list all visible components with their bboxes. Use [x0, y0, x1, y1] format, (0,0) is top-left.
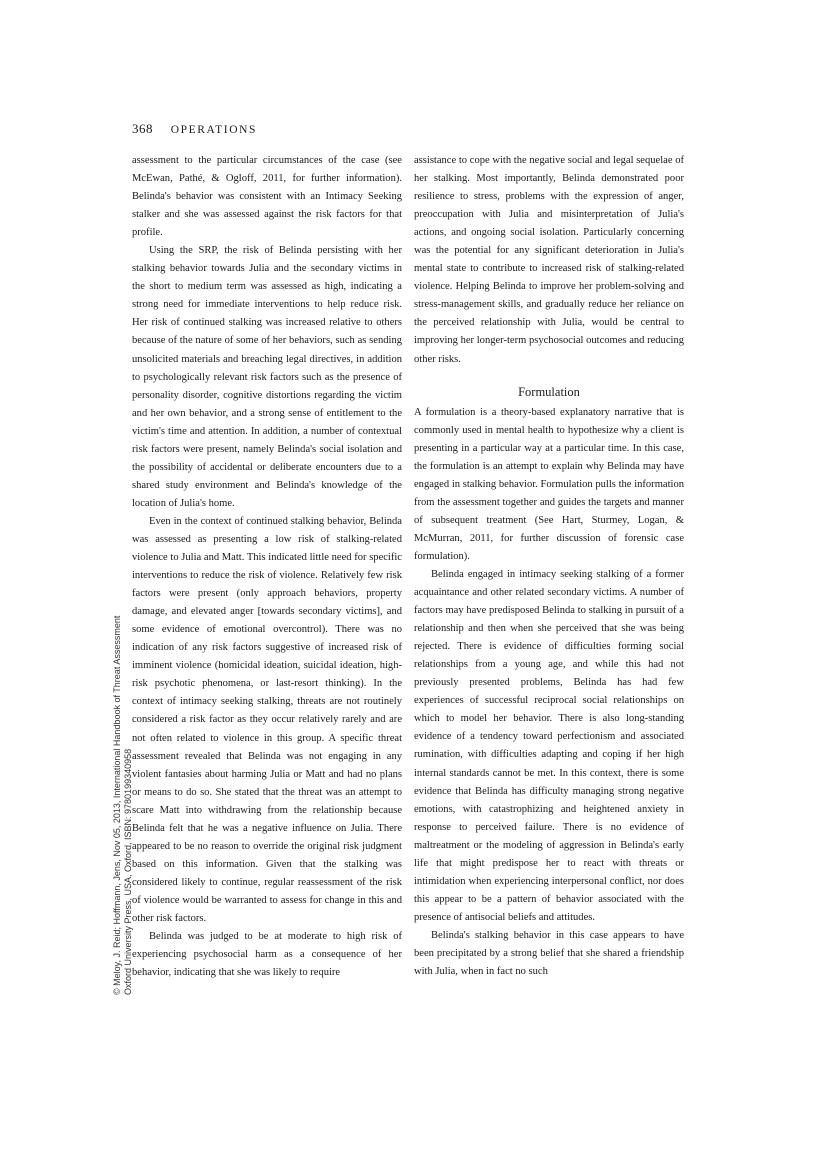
paragraph: assessment to the particular circumstances of the case (see McEwan, Pathé, & Ogloff, 2011, for further information). Belinda's behavior was consistent with an Intimacy Seeking stalker and she was assessed against the risk factors for that profile.: [132, 155, 402, 239]
paragraph: Even in the context of continued stalking behavior, Belinda was assessed as presenting a low risk of stalking-related violence to Julia and Matt. This indicated little need for specific interventions to reduce the risk of violence. Relatively few risk factors were present (only approach behaviors, property damage, and elevated anger [towards secondary victims], and some evidence of emotional overcontrol). There was no indication of any risk factors suggestive of increased risk of imminent violence (homicidal ideation, suicidal ideation, high-risk psychotic phenomena, or last-resort thinking). In the context of intimacy seeking stalking, threats are not routinely considered a risk factor as they occur relatively rarely and are not often related to violence in this group. A specific threat assessment revealed that Belinda was not engaging in any violent fantasies about harming Julia or Matt and had no plans or means to do so. She stated that the threat was an attempt to scare Matt into withdrawing from the relationship because Belinda felt that he was a negative influence on Julia. There appeared to be no reason to override the original risk judgment based on this information. Given that the stalking was considered likely to continue, regular reassessment of the risk of violence would be warranted to assess for change in this and other risk factors.: [132, 515, 402, 924]
paragraph: Belinda was judged to be at moderate to high risk of experiencing psychosocial harm as a consequence of her behavior, indicating that she was likely to require: [132, 931, 402, 979]
paragraph: A formulation is a theory-based explanatory narrative that is commonly used in mental health to hypothesize why a client is presenting in a particular way at a particular time. In this case, the formulation is an attempt to explain why Belinda may have engaged in stalking behavior. Formulation pulls the information from the assessment together and guides the targets and manner of subsequent treatment (See Hart, Sturmey, Logan, & McMurran, 2011, for further discussion of forensic case formulation).: [414, 406, 684, 562]
paragraph: Belinda's stalking behavior in this case appears to have been precipitated by a strong belief that she shared a friendship with Julia, when in fact no such: [414, 929, 684, 978]
running-title: OPERATIONS: [170, 124, 258, 136]
paragraph: assistance to cope with the negative social and legal sequelae of her stalking. Most importantly, Belinda demonstrated poor resilience to stress, problems with the expression of anger, preoccupation with Julia and misinterpretation of Julia's actions, and ongoing social isolation. Particularly concerning was the potential for any significant deterioration in Julia's mental state to contribute to increased risk of stalking-related violence. Helping Belinda to improve her problem-solving and stress-management skills, and gradually reduce her reliance on the perceived relationship with Julia, would be central to improving her longer-term psychosocial outcomes and reducing other risks.: [414, 155, 684, 365]
page-number: 368: [132, 121, 153, 136]
section-heading: Formulation: [518, 384, 580, 399]
left-column: [132, 152, 402, 982]
paragraph: Using the SRP, the risk of Belinda persisting with her stalking behavior towards Julia and the secondary victims in the short to medium term was assessed as high, indicating a strong need for immediate interventions to help reduce risk. Her risk of continued stalking was increased relative to others because of the nature of some of her behaviors, such as sending unsolicited materials and breaching legal directives, in addition to psychologically relevant risk factors such as the presence of personality disorder, cognitive distortions regarding the victim and her own behavior, and a strong sense of entitlement to the victim's time and attention. In addition, a number of contextual risk factors were present, namely Belinda's social isolation and the possibility of accidental or deliberate encounters due to a shared study environment and Belinda's knowledge of the location of Julia's home.: [132, 245, 402, 509]
page-header: [132, 121, 257, 137]
copyright-line: Oxford University Press, USA, Oxford, ISBN: 9780199340958: [123, 748, 133, 995]
right-column: [414, 152, 684, 981]
paragraph: Belinda engaged in intimacy seeking stalking of a former acquaintance and other related secondary victims. A number of factors may have predisposed Belinda to stalking in pursuit of a relationship and then when she perceived that she was being rejected. There is evidence of difficulties forming social relationships from a young age, and while this had not previously presented problems, Belinda has had few experiences of successful reciprocal social relationships on which to model her behavior. There is also long-standing evidence of a tendency toward perfectionism and associated rumination, with difficulties adapting and coping if her high internal standards cannot be met. In this context, there is some evidence that Belinda has difficulty managing strong negative emotions, with catastrophizing and heightened anxiety in response to perceived failure. There is no evidence of maltreatment or the modeling of aggression in Belinda's early life that might predispose her to react with threats or intimidation when experiencing interpersonal conflict, nor does this appear to be a pattern of behavior associated with the presence of antisocial beliefs and attitudes.: [414, 568, 684, 923]
copyright-line: © Meloy, J. Reid; Hoffmann, Jens, Nov 05, 2013, International Handbook of Threat Assessment: [112, 615, 122, 995]
copyright-sidenote: [112, 475, 134, 995]
